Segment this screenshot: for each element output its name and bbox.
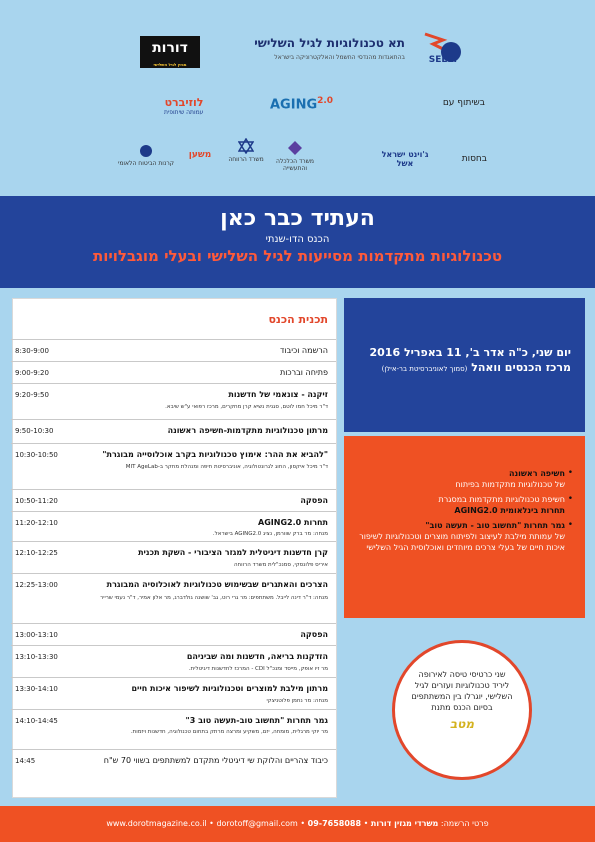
- welfare-ministry-logo: משרד הרווחה: [224, 138, 268, 163]
- lozivert-logo: לוזיברט עמותה שיתופית: [164, 96, 204, 116]
- sponsor-logo: מטב: [449, 717, 475, 731]
- event-date: יום שני, כ"ה אדר ב', 11 באפריל 2016: [369, 346, 571, 359]
- program-row: 14:10-14:45 גמר תחרות "תחשוב טוב-תעשה טוב 3" מר יוקי מרגלית, מומחה, יזם, משקיע ומרצה מרתק בתחום טכנולוגיה, חדשנות ויזמות.: [11, 709, 336, 749]
- highlight-item: • חשיפת טכנולוגיות מתקדמות במסגרת תחרות בינלאומית AGING2.0: [344, 494, 573, 516]
- program-row: 9:00-9:20 פתיחה וברכות: [11, 361, 336, 383]
- event-info: [344, 298, 585, 432]
- seeei-subtitle: בהתאגדות מהנדסי החשמל והאלקטרוניקה בישראל: [274, 54, 405, 61]
- footer-email[interactable]: dorotoff@gmail.com: [216, 819, 298, 828]
- main-title: העתיד כבר כאן: [220, 206, 375, 231]
- joint-logo: ג'וינט ישראל אשל: [381, 150, 429, 168]
- program-row: 10:30-10:50 "להביא את ההר: אימוץ טכנולוגיות בקרב אוכלוסייה מבוגרת" ד"ר מיכל איקסון, החוג לגרונטולוגיה, אוניברסיטת חיפה ומנהלת מחקר ב-MIT AgeLab: [11, 443, 336, 489]
- mishan-logo: משען: [188, 150, 212, 160]
- footer-label: פרטי הרשמה:: [440, 819, 489, 828]
- program-row: 13:30-14:10 מרתון מילבת למוצרים וטכנולוגיות לשיפור איכות חיים מנחה: מר נחמן פלוטניצקי: [11, 677, 336, 709]
- event-venue: מרכז הכנסים וואהל (סמוך לאוניברסיטת בר-אילן): [381, 361, 571, 374]
- dorot-name: דורות: [152, 40, 188, 56]
- highlights-box: [344, 436, 585, 618]
- program-row: 8:30-9:00 הרשמה וכיבוד: [11, 339, 336, 361]
- program-row: 11:20-12:10 תחרות AGING2.0 מנחה: מר ברק שוורמן, נציג AGING2.0 בישראל.: [11, 511, 336, 541]
- program-row: 13:00-13:10 הפסקה: [11, 623, 336, 645]
- footer: פרטי הרשמה: משרדי מגזין דורות • 09-7658088 • www.dorotmagazine.co.il • dorotoff@gmail.com: [0, 806, 595, 842]
- seeei-badge: SEEEI: [428, 55, 457, 65]
- aging-logo: $AGING^{2.0}$: [270, 96, 334, 113]
- program-row: 13:10-13:30 הזדקנות בריאה, חדשנות ומה שביניהם מר זיו אופק, מייסד ומנכ"ל CDI - המרכז לחדשנות דיגיטלית.: [11, 645, 336, 677]
- footer-phone[interactable]: 09-7658088: [307, 819, 362, 828]
- logos-area: [0, 0, 595, 196]
- venue-note: (סמוך לאוניברסיטת בר-אילן): [381, 365, 468, 373]
- program-row: 12:10-12:25 קרן חדשנות דיגיטלית למגזר הציבורי - השקת תכנית איריס פלונסקי, סמנכ"לית משרד הרווחה: [11, 541, 336, 573]
- footer-site[interactable]: www.dorotmagazine.co.il: [106, 819, 207, 828]
- lozivert-sub: עמותה שיתופית: [164, 109, 204, 116]
- raffle-circle: [392, 640, 532, 780]
- program-title: תכנית הכנס: [268, 313, 328, 326]
- footer-office: משרדי מגזין דורות: [370, 819, 439, 828]
- program-panel: [12, 298, 337, 798]
- raffle-text: שני כרטיסי טיסה לאירופה ליריד טכנולוגיות ועזרים לגיל השלישי, יוגרלו בין המשתתפים בסיום הכנס מתנת: [411, 670, 513, 712]
- raffle-area: [344, 624, 585, 798]
- conference-topic: טכנולוגיות מתקדמות מסייעות לגיל השלישי ובעלי מוגבלויות: [92, 247, 503, 265]
- program-row: 9:20-9:50 זיקנה - צונאמי של חדשנות ד"ר מיכל חמו לוטם, סגנית נשיא קרן מחקרים, מרכז רפואי ע"ש שיבא.: [11, 383, 336, 419]
- support-label: בחסות: [461, 154, 487, 164]
- highlight-item: • גמר תחרות "תחשוב טוב - תעשה טוב" של עמותת מילבת לעיצוב ולפיתוח מוצרים וטכנולוגיות לשיפור איכות חיים של בעלי צרכים מיוחדים ואוכלוסית הגיל השלישי: [344, 520, 573, 553]
- dorot-tag: מגזין לגיל השלישי: [153, 62, 187, 67]
- partner-label: בשיתוף עם: [442, 98, 485, 108]
- program-row: 9:50-10:30 מרתון טכנולוגיות מתקדמות-חשיפה ראשונה: [11, 419, 336, 443]
- program-row: 10:50-11:20 הפסקה: [11, 489, 336, 511]
- seeei-name: תא טכנולוגיות לגיל השלישי: [254, 36, 405, 50]
- program-row: 12:25-13:00 הצרכים והאתגרים שבשימוש טכנולוגיות לאוכלוסיה המבוגרת מנחה: ד"ר דינה לייבל. משתתפים: מר גרי רוט, גב' שושנה גולדברג, מר אלון אמיר, ד"ר נעמי שרייר: [11, 573, 336, 623]
- dorot-logo: [140, 36, 200, 68]
- program-row: 14:45 כיבוד צהריים והלוקת שי דיגיטלי מתקדם למשתתפים בשווי 70 ש"ח: [11, 749, 336, 797]
- highlight-item: • חשיפה ראשונה של טכנולוגיות מתקדמות בפיתוח: [344, 468, 573, 490]
- national-insurance-logo: קרנות הביטוח הלאומי: [118, 144, 174, 167]
- subtitle: הכנס הדו-שנתי: [265, 234, 330, 245]
- title-band: [0, 196, 595, 288]
- economy-ministry-logo: משרד הכלכלה והתעשייה: [270, 140, 320, 172]
